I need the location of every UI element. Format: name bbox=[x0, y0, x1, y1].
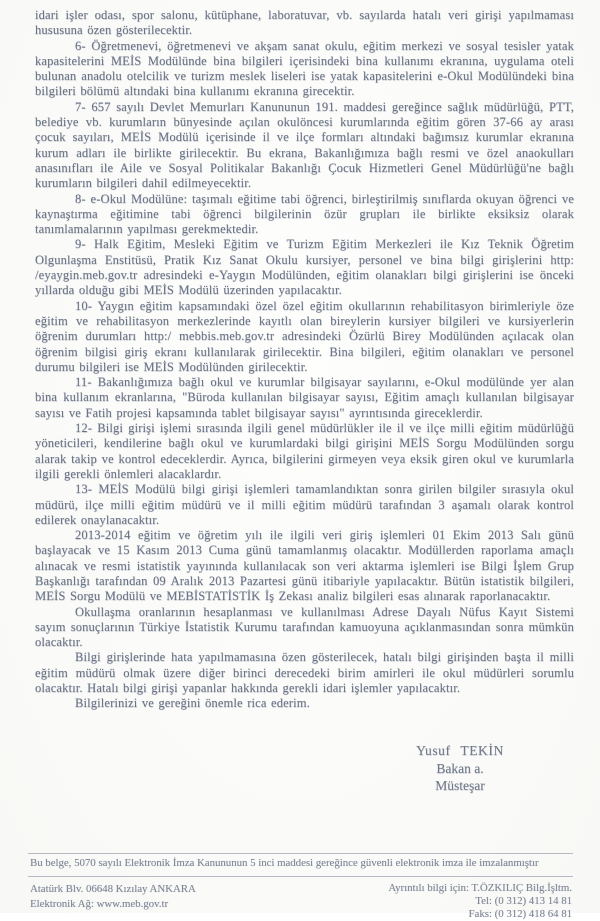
contact-line-2: Tel: (0 312) 413 14 81 bbox=[475, 895, 572, 907]
signatory-title-1: Bakan a. bbox=[436, 760, 484, 776]
address-line-2: Elektronik Ağ: www.meb.gov.tr bbox=[30, 897, 169, 910]
contact-line-1: Ayrıntılı bilgi için: T.ÖZKILIÇ Bilg.İşltm. bbox=[388, 882, 572, 894]
paragraph: 2013-2014 eğitim ve öğretim yılı ile ilgili veri giriş işlemleri 01 Ekim 2013 Salı günü başlayacak ve 15 Kasım 2013 Cuma günü tamamlanmış olacaktır. Modüllerden raporlama amaçlı alınacak ve resmi istatistik yayınında kullanılacak son veri aktarma işlemleri ise Bilgi İşlem Grup Başkanlığı tarafından 09 Aralık 2013 Pazartesi günü itibariyle yapılacaktır. Bütün istatistik bilgileri, MEİS Sorgu Modülü ve MEBİSTATİSTİK İş Zekası analiz bilgileri esas alınarak raporlanacaktır. bbox=[35, 528, 574, 604]
paragraph: 6- Öğretmenevi, öğretmenevi ve akşam sanat okulu, eğitim merkezi ve sosyal tesisler yatak kapasitelerini MEİS Modülünde bina bilgileri içerisindeki bina kullanımı ekranına, uygulama oteli bulunan anadolu otelcilik ve turizm meslek liseleri ise yatak kapasitelerini e-Okul Modülündeki bina bilgileri bölümü altındaki bina kullanımı ekranına girecektir. bbox=[35, 38, 574, 99]
contact-line-3: Faks: (0 312) 418 64 81 bbox=[468, 908, 572, 920]
paragraph: Bilgi girişlerinde hata yapılmamasına özen gösterilecek, hatalı bilgi girişinden başta il milli eğitim müdürü olmak üzere diğer birinci derecedeki birim amirleri ile okul müdürleri sorumlu olacaktır. Hatalı bilgi girişi yapanlar hakkında gerekli idari işlemler yapılacaktır. bbox=[35, 650, 574, 696]
signature-block bbox=[360, 742, 560, 795]
paragraph: Bilgilerinizi ve gereğini önemle rica ederim. bbox=[75, 696, 310, 711]
footer-divider-top bbox=[28, 853, 573, 854]
address-line-1: Atatürk Blv. 06648 Kızılay ANKARA bbox=[30, 883, 196, 895]
paragraph: 13- MEİS Modülü bilgi girişi işlemleri tamamlandıktan sonra girilen bilgiler sırasıyla okul müdürü, ilçe milli eğitim müdürü ve il milli eğitim müdürü tarafından 3 aşamalı olarak kontrol edilerek onaylanacaktır. bbox=[35, 482, 574, 527]
paragraph: 10- Yaygın eğitim kapsamındaki özel özel eğitim okullarının rehabilitasyon birimleriyle öze eğitim ve rehabilitasyon merkezlerinde kayıtlı olan bireylerin kursiyer bilgileri ve kursiyerlerin öğrenim durumları http:/ mebbis.meb.gov.tr adresindeki Özürlü Birey Modülünden açılacak olan öğrenim bilgisi giriş ekranı kullanılarak girilecektir. Bina bilgileri, eğitim olanakları ve personel durumu bilgileri ise MEİS Modülünden girilecektir. bbox=[35, 298, 574, 374]
letter-body bbox=[35, 8, 574, 712]
paragraph: 7- 657 sayılı Devlet Memurları Kanununun 191. maddesi gereğince sağlık müdürlüğü, PTT, belediye vb. kurumların bünyesinde açılan okulöncesi kurumlarında eğitim gören 37-66 ay arası çocuk sayıları, MEİS Modülü içerisinde il ve ilçe formları altındaki bağımsız kurumlar ekranına kurum adları ile birlikte girilecektir. Bu ekrana, Bakanlığımıza bağlı resmi ve özel anaokulları anasınıfları ile Aile ve Sosyal Politikalar Bakanlığı Çocuk Hizmetleri Genel Müdürlüğü'ne bağlı kurumların bilgileri dahil edilmeyecektir. bbox=[35, 99, 574, 191]
footer-divider-bottom bbox=[28, 876, 573, 877]
paragraph: 12- Bilgi girişi işlemi sırasında ilgili genel müdürlükler ile il ve ilçe milli eğitim müdürlüğü yöneticileri, kendilerine bağlı okul ve kurumlardaki bilgi girişini MEİS Sorgu Modülünden sorgu alarak takip ve kontrol edeceklerdir. Ayrıca, bilgilerini girmeyen veya eksik giren okul ve kurumlarla ilgili gerekli önlemleri alacaklardır. bbox=[35, 421, 574, 481]
paragraph: 11- Bakanlığımıza bağlı okul ve kurumlar bilgisayar sayılarını, e-Okul modülünde yer alan bina kullanım ekranlarına, "Büroda kullanılan bilgisayar sayısı, Eğitim amaçlı kullanılan bilgisayar sayısı ve Fatih projesi kapsamında tablet bilgisayar sayısı" ayrıntısında gireceklerdir. bbox=[35, 375, 574, 420]
paragraph: Okullaşma oranlarının hesaplanması ve kullanılması Adrese Dayalı Nüfus Kayıt Sistemi sayım sonuçlarının Türkiye İstatistik Kurumu tarafından kamuoyuna açıklanmasından sonra mümkün olacaktır. bbox=[35, 604, 574, 650]
footer-address bbox=[30, 882, 196, 911]
signatory-name: Yusuf TEKİN bbox=[416, 743, 504, 758]
paragraph: 8- e-Okul Modülüne: taşımalı eğitime tabi öğrenci, birleştirilmiş sınıflarda okuyan öğrenci ve kaynaştırma eğitimine tabi öğrenci bilgilerinin özür grupları ile birlikte eksiksiz olarak tanımlamalarının yapılması gerekmektedir. bbox=[35, 191, 574, 237]
esignature-note: Bu belge, 5070 sayılı Elektronik İmza Kanununun 5 inci maddesi gereğince güvenli elektronik imza ile imzalanmıştır bbox=[30, 857, 539, 869]
paragraph: idari işler odası, spor salonu, kütüphane, laboratuvar, vb. sayılarda hatalı veri girişi yapılmaması hususuna özen gösterilecektir. bbox=[35, 8, 574, 38]
footer-contact bbox=[388, 882, 572, 921]
paragraph: 9- Halk Eğitim, Mesleki Eğitim ve Turizm Eğitim Merkezleri ile Kız Teknik Öğretim Olgunlaşma Enstitüsü, Pratik Kız Sanat Okulu kursiyer, personel ve bina bilgi girişlerini http: /eyaygin.meb.gov.tr adresindeki e-Yaygın Modülünden, eğitim olanakları bilgi girişlerini ise önceki yıllarda olduğu gibi MEİS Modülü üzerinden yapılacaktır. bbox=[35, 237, 574, 298]
signatory-title-2: Müsteşar bbox=[435, 778, 485, 794]
